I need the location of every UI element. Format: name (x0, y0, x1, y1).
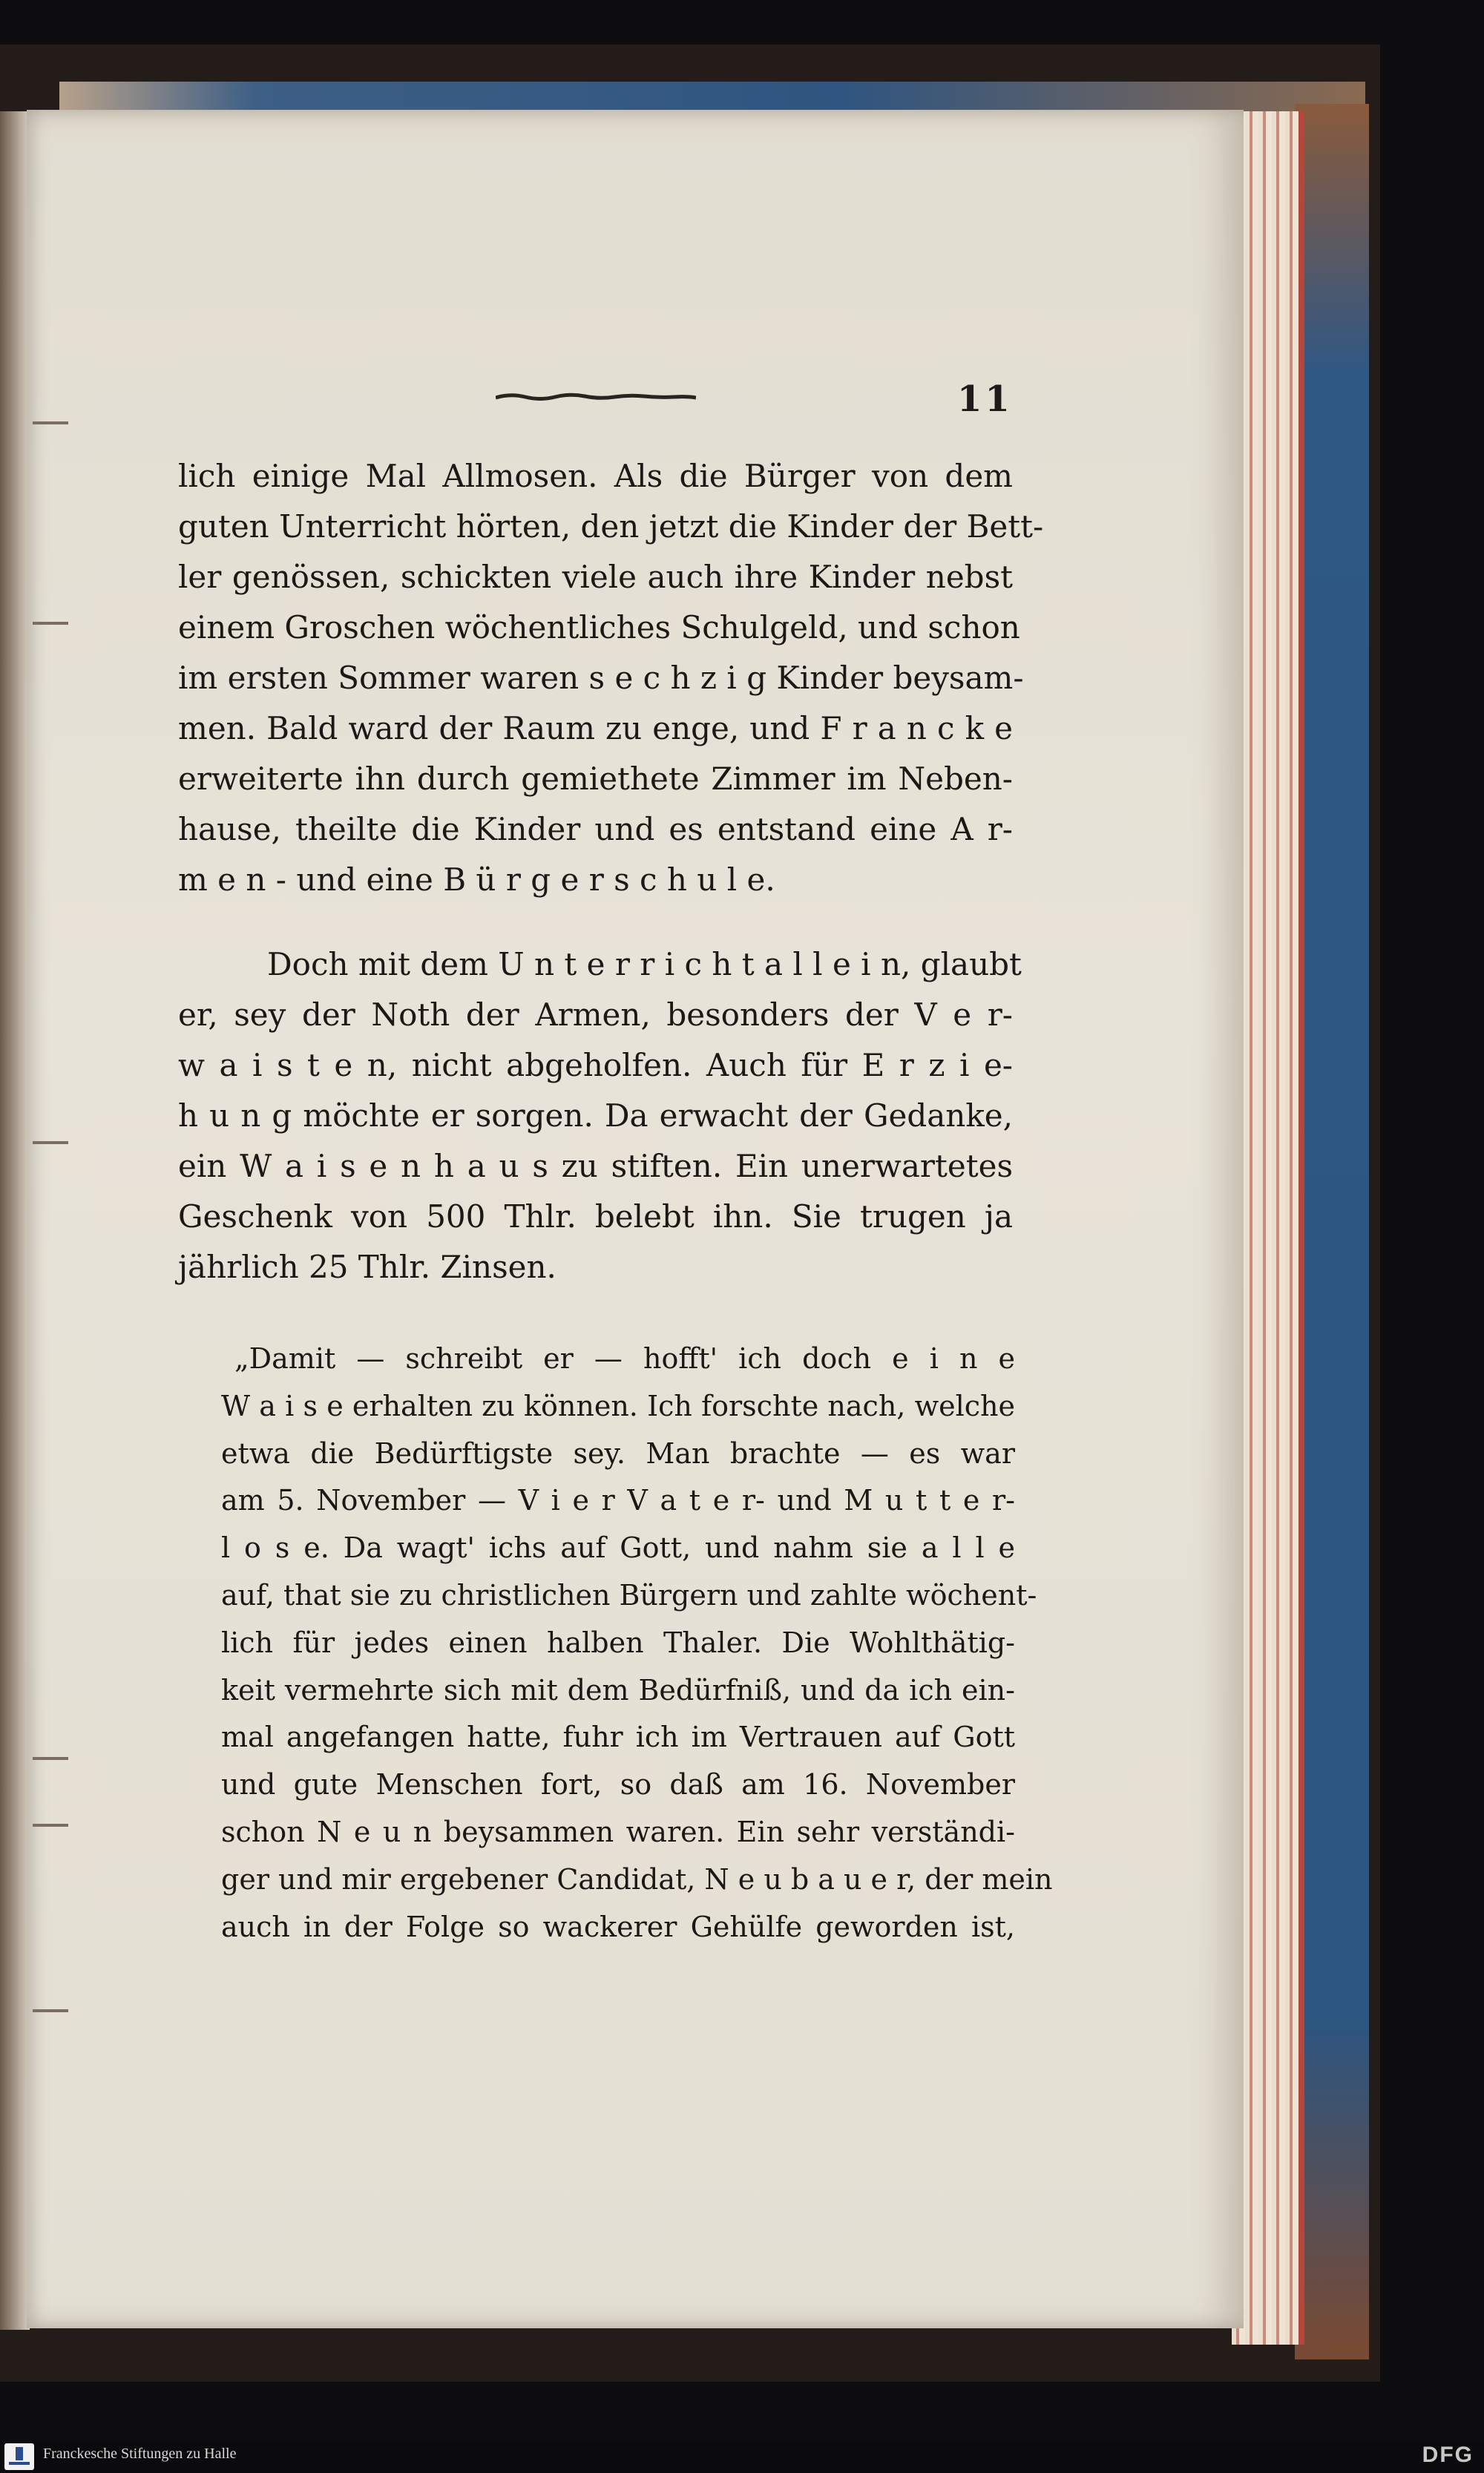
stitch-mark (33, 1757, 68, 1760)
text-line: jährlich 25 Thlr. Zinsen. (178, 1249, 556, 1285)
text-line: mal angefangen hatte, fuhr ich im Vertrauen auf Gott (221, 1721, 1015, 1754)
left-binding-edge (0, 111, 30, 2330)
stitch-mark (33, 2009, 68, 2012)
text-line: etwa die Bedürftigste sey. Man brachte — es war (221, 1436, 1015, 1470)
book-cover-top (59, 82, 1365, 111)
text-line: Geschenk von 500 Thlr. belebt ihn. Sie trugen ja (178, 1198, 1013, 1235)
text-line: im ersten Sommer waren s e c h z i g Kinder beysam- (178, 660, 1024, 696)
text-line: ger und mir ergebener Candidat, N e u b a u e r, der mein (221, 1862, 1053, 1896)
text-line: lich für jedes einen halben Thaler. Die Wohlthätig- (221, 1626, 1015, 1659)
text-line: ler genössen, schickten viele auch ihre Kinder nebst (178, 559, 1013, 595)
footer-credit: Franckesche Stiftungen zu Halle (43, 2446, 237, 2462)
stitch-mark (33, 1824, 68, 1827)
text-line: schon N e u n beysammen waren. Ein sehr verständi- (221, 1815, 1015, 1848)
text-line: W a i s e erhalten zu können. Ich forschte nach, welche (221, 1389, 1015, 1422)
quoted-paragraph (221, 1336, 1053, 1951)
text-line: auf, that sie zu christlichen Bürgern und zahlte wöchent- (221, 1578, 1037, 1612)
text-line: auch in der Folge so wackerer Gehülfe geworden ist, (221, 1910, 1015, 1943)
book-cover-spine (1295, 104, 1369, 2359)
stitch-mark (33, 421, 68, 424)
text-line: lich einige Mal Allmosen. Als die Bürger von dem (178, 458, 1013, 494)
text-line: l o s e. Da wagt' ichs auf Gott, und nahm sie a l l e (221, 1531, 1015, 1565)
text-line: guten Unterricht hörten, den jetzt die Kinder der Bett- (178, 508, 1044, 545)
text-line: und gute Menschen fort, so daß am 16. November (221, 1768, 1015, 1802)
text-line: ein W a i s e n h a u s zu stiften. Ein unerwartetes (178, 1148, 1013, 1184)
text-line: Doch mit dem U n t e r r i c h t a l l e i n, glaubt (267, 946, 1022, 982)
text-line: w a i s t e n, nicht abgeholfen. Auch für E r z i e- (178, 1047, 1013, 1083)
text-line: h u n g möchte er sorgen. Da erwacht der Gedanke, (178, 1097, 1013, 1134)
stitch-mark (33, 1141, 68, 1144)
text-line: hause, theilte die Kinder und es entstand eine A r- (178, 811, 1013, 847)
text-line: am 5. November — V i e r V a t e r- und M u t t e r- (221, 1484, 1015, 1517)
page-number: 11 (957, 378, 1013, 420)
institution-logo-icon (4, 2443, 34, 2470)
text-line: keit vermehrte sich mit dem Bedürfniß, und da ich ein- (221, 1673, 1015, 1707)
paragraph-2 (178, 939, 1022, 1293)
dfg-mark: DFG (1422, 2443, 1474, 2467)
text-line: „Damit — schreibt er — hofft' ich doch e i n e (234, 1342, 1015, 1375)
paragraph-1 (178, 451, 1044, 905)
text-line: m e n - und eine B ü r g e r s c h u l e. (178, 861, 775, 898)
text-line: men. Bald ward der Raum zu enge, und F r a n c k e (178, 710, 1013, 746)
text-line: er, sey der Noth der Armen, besonders der V e r- (178, 996, 1013, 1033)
text-line: erweiterte ihn durch gemiethete Zimmer im Neben- (178, 761, 1013, 797)
stitch-mark (33, 622, 68, 625)
text-line: einem Groschen wöchentliches Schulgeld, und schon (178, 609, 1020, 646)
header-ornament-icon (496, 392, 696, 401)
